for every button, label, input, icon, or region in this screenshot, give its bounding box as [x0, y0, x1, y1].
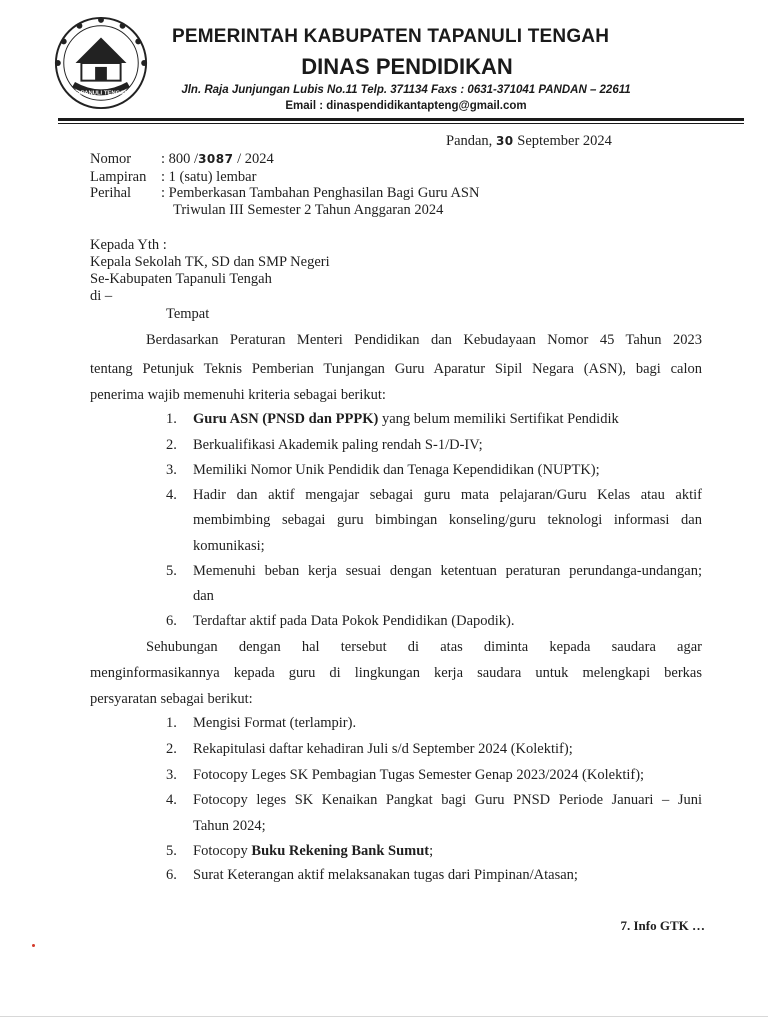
perihal-label: Perihal	[90, 185, 132, 201]
list2-item-1: Mengisi Format (terlampir).	[193, 715, 357, 731]
nomor-value	[161, 150, 274, 168]
letter-date	[446, 132, 612, 150]
date-day-handwritten: 30	[495, 134, 514, 148]
para2-line-2: menginformasikannya kepada guru di lingkungan kerja saudara untuk melengkapi berkas	[90, 665, 702, 681]
recipient-region: Se-Kabupaten Tapanuli Tengah	[90, 271, 272, 287]
lampiran-value: : 1 (satu) lembar	[161, 169, 257, 185]
recipient-greeting: Kepada Yth :	[90, 237, 167, 253]
list1-item-1	[193, 410, 702, 428]
list1-number: 1.	[166, 411, 177, 427]
list2-item-5-bold: Buku Rekening Bank Sumut	[251, 843, 430, 859]
emblem-ribbon-text: TAPANULI TENGAH	[73, 90, 129, 97]
letterhead-government: PEMERINTAH KABUPATEN TAPANULI TENGAH	[172, 26, 610, 47]
list1-item-4-line-2: membimbing sebagai guru bimbingan konseling/guru teknologi informasi dan	[193, 512, 702, 528]
list1-number: 3.	[166, 462, 177, 478]
letterhead-agency: DINAS PENDIDIKAN	[301, 54, 513, 79]
list2-item-2: Rekapitulasi daftar kehadiran Juli s/d September 2024 (Kolektif);	[193, 741, 573, 757]
list1-number: 2.	[166, 437, 177, 453]
letterhead-email: Email : dinaspendidikantapteng@gmail.com	[285, 100, 527, 112]
list2-item-4-line-2: Tahun 2024;	[193, 818, 266, 834]
list1-number: 6.	[166, 613, 177, 629]
perihal-line-1: : Pemberkasan Tambahan Penghasilan Bagi Guru ASN	[161, 185, 480, 201]
date-place: Pandan,	[446, 133, 493, 149]
list2-number: 4.	[166, 792, 177, 808]
list1-item-1-rest: yang belum memiliki Sertifikat Pendidik	[378, 411, 619, 427]
list2-number: 3.	[166, 767, 177, 783]
list1-item-5-line-1: Memenuhi beban kerja sesuai dengan ketentuan peraturan perundanga-undangan;	[193, 563, 702, 579]
scan-speck	[32, 944, 35, 947]
nomor-handwritten: 3087	[198, 152, 234, 166]
para2-line-1: Sehubungan dengan hal tersebut di atas diminta kepada saudara agar	[146, 639, 702, 655]
perihal-line-2: Triwulan III Semester 2 Tahun Anggaran 2024	[173, 202, 444, 218]
list2-item-3: Fotocopy Leges SK Pembagian Tugas Semester Genap 2023/2024 (Kolektif);	[193, 767, 645, 783]
list2-item-5-post: ;	[429, 843, 434, 859]
list1-item-6: Terdaftar aktif pada Data Pokok Pendidikan (Dapodik).	[193, 613, 515, 629]
list2-number: 5.	[166, 843, 177, 859]
letterhead-rule-thick	[58, 118, 744, 121]
nomor-prefix: : 800 /	[161, 151, 199, 167]
scan-bottom-edge	[0, 1016, 768, 1017]
list2-number: 6.	[166, 867, 177, 883]
regency-emblem-icon	[52, 14, 150, 112]
para1-line-2: tentang Petunjuk Teknis Pemberian Tunjangan Guru Aparatur Sipil Negara (ASN), bagi calon	[90, 361, 702, 377]
list2-item-6: Surat Keterangan aktif melaksanakan tugas dari Pimpinan/Atasan;	[193, 867, 578, 883]
list2-item-5	[193, 842, 702, 860]
date-month-year: September 2024	[517, 133, 612, 149]
lampiran-label: Lampiran	[90, 169, 147, 185]
list1-item-4-line-1: Hadir dan aktif mengajar sebagai guru mata pelajaran/Guru Kelas atau aktif	[193, 487, 702, 503]
letterhead-rule-thin	[58, 123, 744, 124]
list2-item-4-line-1: Fotocopy leges SK Kenaikan Pangkat bagi Guru PNSD Periode Januari – Juni	[193, 792, 702, 808]
recipient-title: Kepala Sekolah TK, SD dan SMP Negeri	[90, 254, 330, 270]
list2-item-5-pre: Fotocopy	[193, 843, 252, 859]
nomor-suffix: / 2024	[237, 151, 274, 167]
list1-item-4-line-3: komunikasi;	[193, 538, 265, 554]
nomor-label: Nomor	[90, 151, 132, 167]
list2-number: 2.	[166, 741, 177, 757]
para1-line-3: penerima wajib memenuhi kriteria sebagai berikut:	[90, 387, 386, 403]
list1-item-1-bold: Guru ASN (PNSD dan PPPK)	[193, 411, 379, 427]
list2-number: 1.	[166, 715, 177, 731]
para1-line-1: Berdasarkan Peraturan Menteri Pendidikan dan Kebudayaan Nomor 45 Tahun 2023	[146, 332, 702, 348]
list1-item-5-line-2: dan	[193, 588, 214, 604]
list1-item-2: Berkualifikasi Akademik paling rendah S-1/D-IV;	[193, 437, 483, 453]
para2-line-3: persyaratan sebagai berikut:	[90, 691, 253, 707]
recipient-di: di –	[90, 288, 113, 304]
recipient-place: Tempat	[166, 306, 210, 322]
letterhead-address: Jln. Raja Junjungan Lubis No.11 Telp. 371134 Faxs : 0631-371041 PANDAN – 22611	[181, 84, 631, 96]
next-page-indicator: 7. Info GTK …	[620, 918, 705, 933]
list1-number: 5.	[166, 563, 177, 579]
list1-number: 4.	[166, 487, 177, 503]
list1-item-3: Memiliki Nomor Unik Pendidik dan Tenaga Kependidikan (NUPTK);	[193, 462, 600, 478]
